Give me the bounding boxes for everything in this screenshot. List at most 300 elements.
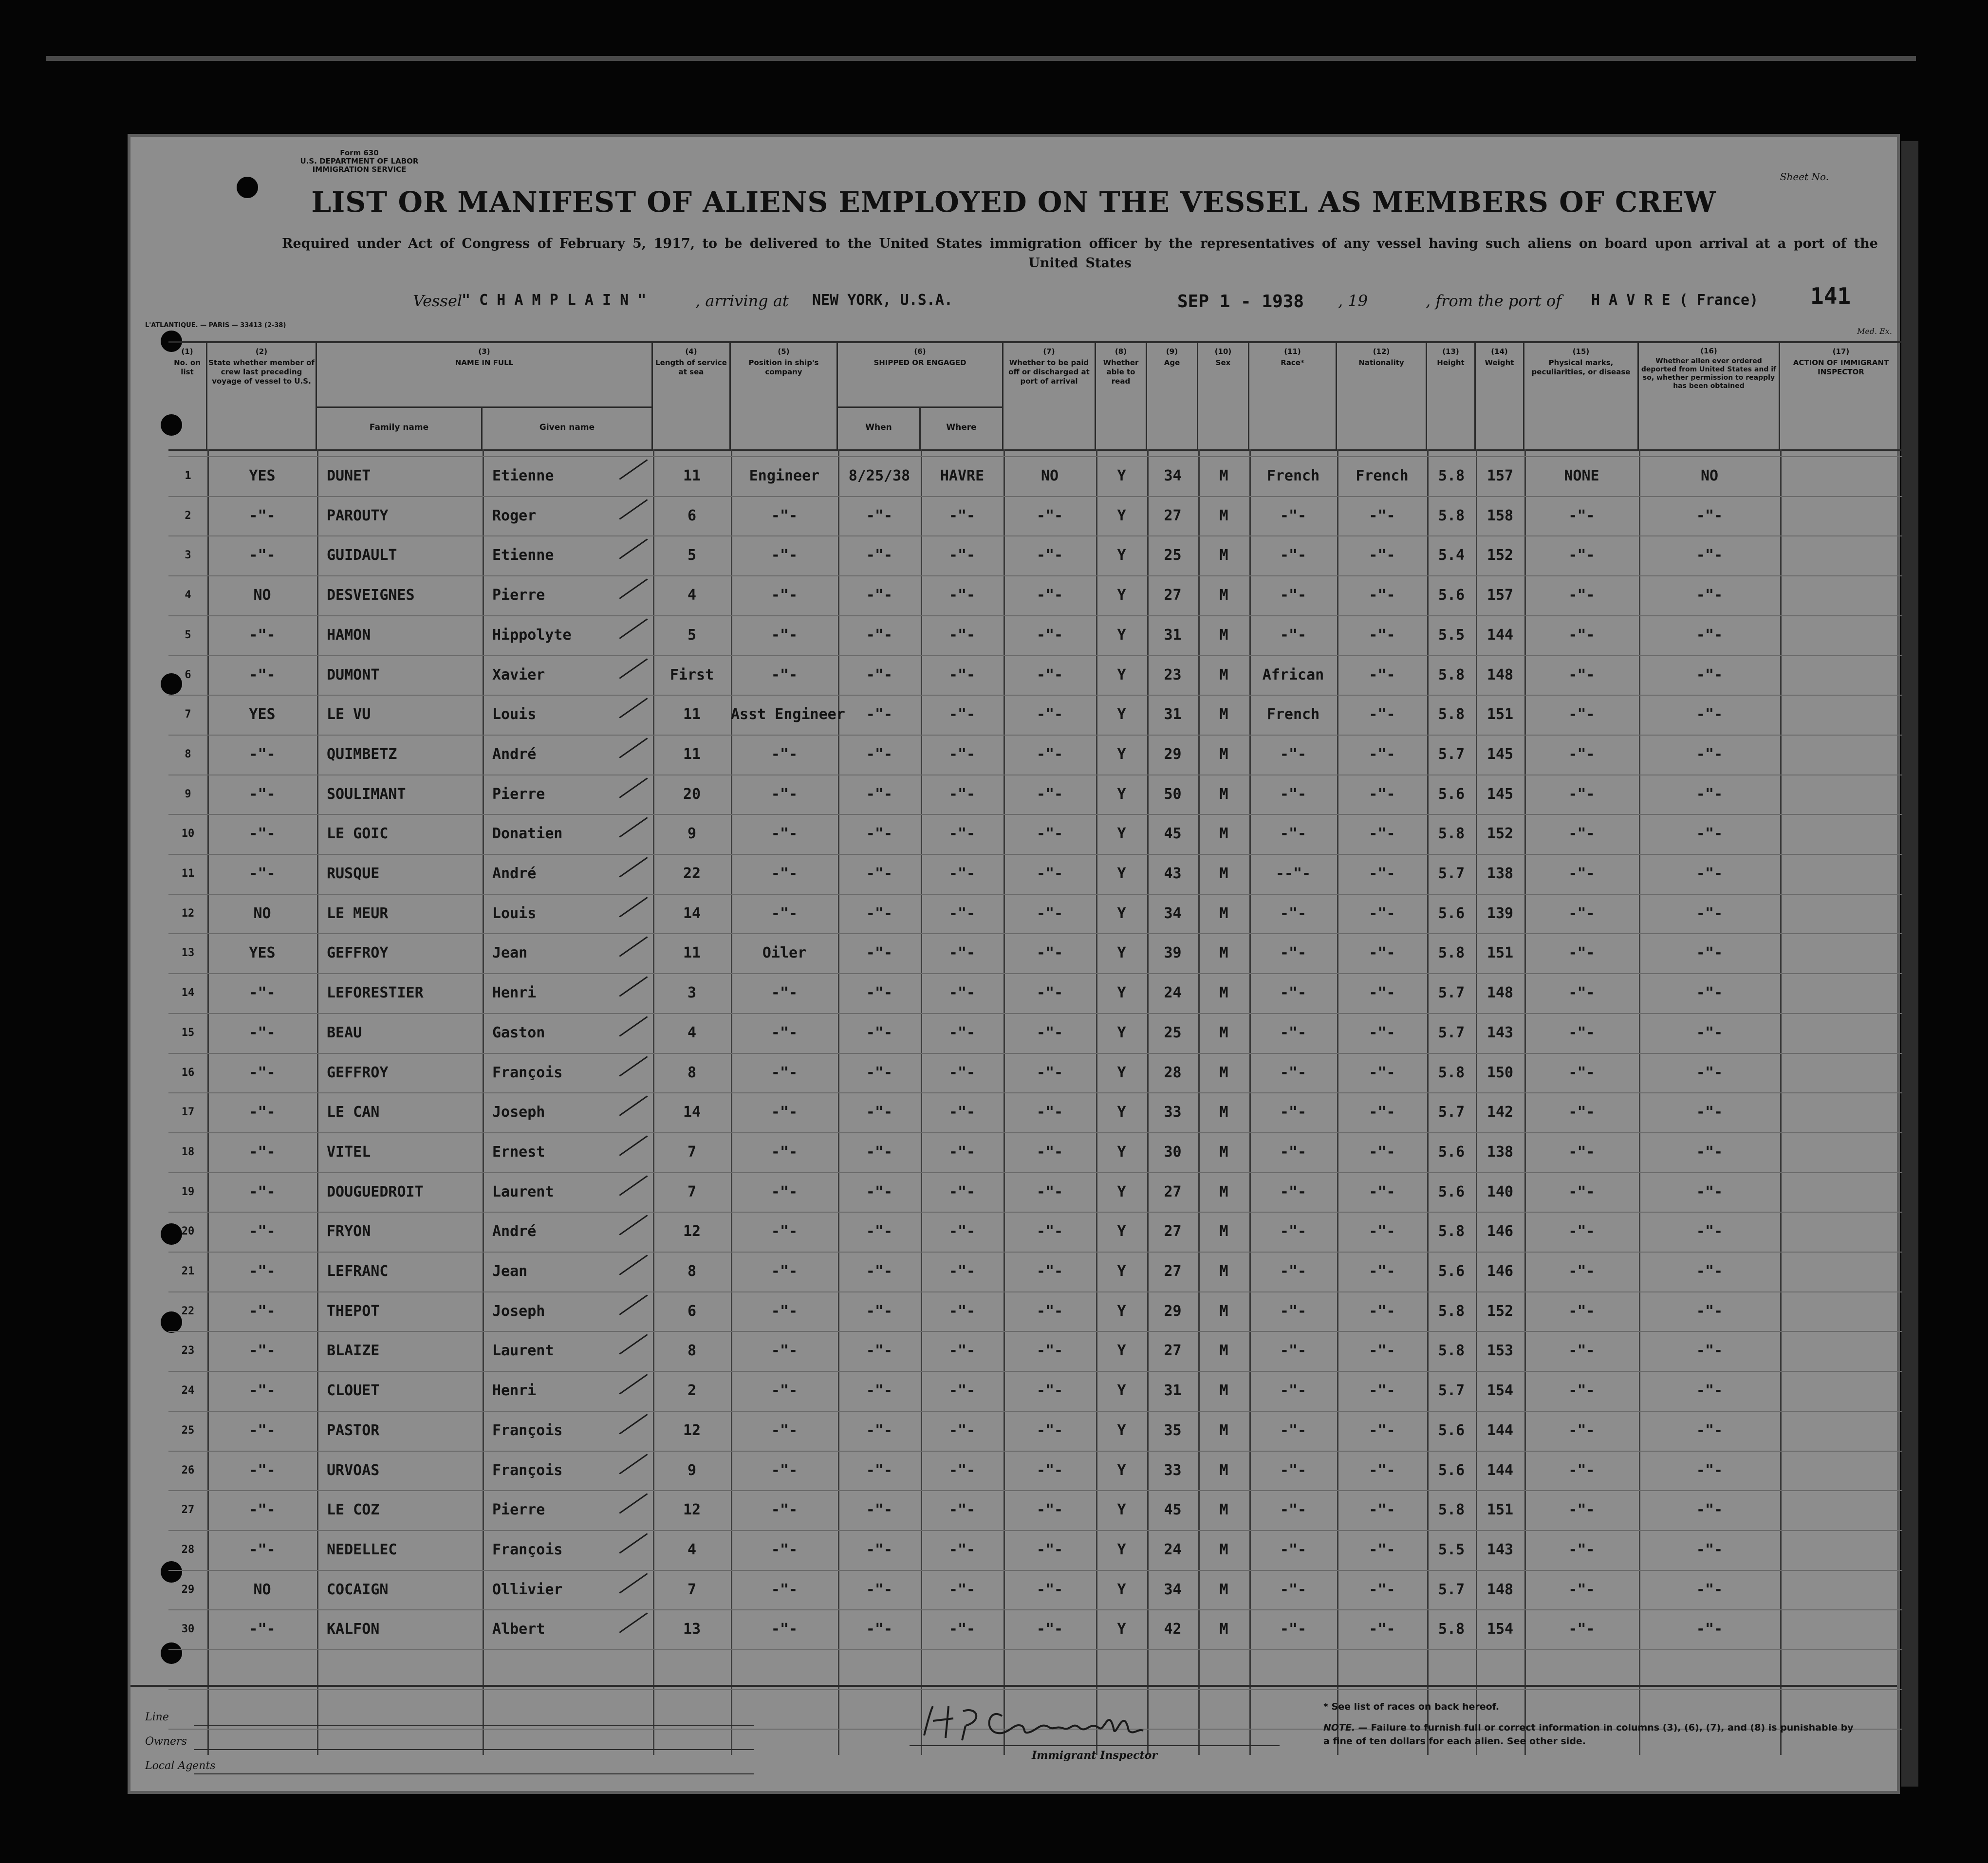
physical-marks-cell: -"-	[1568, 1501, 1595, 1518]
ship-position-cell: -"-	[771, 1064, 798, 1081]
paid-off-cell: -"-	[1036, 1501, 1063, 1518]
paid-off-cell: -"-	[1036, 865, 1063, 882]
given-name-cell: François	[492, 1422, 563, 1439]
shipped-when-cell: -"-	[866, 547, 893, 564]
given-name-cell: Pierre	[492, 587, 545, 604]
col-label: Whether able to read	[1103, 358, 1139, 386]
inspector-signature	[910, 1701, 1280, 1745]
deported-status-cell: -"-	[1696, 825, 1723, 842]
shipped-when-cell: -"-	[866, 587, 893, 604]
nationality-cell: -"-	[1369, 1303, 1395, 1320]
age-cell: 28	[1164, 1064, 1182, 1081]
previous-voyage-cell: -"-	[249, 984, 276, 1001]
previous-voyage-cell: YES	[249, 706, 276, 723]
able-to-read-cell: Y	[1117, 1064, 1126, 1081]
ship-position-cell: -"-	[771, 587, 798, 604]
table-row	[168, 1291, 1902, 1331]
ship-position-cell: -"-	[771, 1501, 798, 1518]
paid-off-cell: -"-	[1036, 587, 1063, 604]
given-name-cell: André	[492, 746, 537, 763]
family-name-cell: DOUGUEDROIT	[327, 1183, 424, 1200]
able-to-read-cell: Y	[1117, 1024, 1126, 1041]
race-cell: -"-	[1280, 1183, 1307, 1200]
nationality-cell: -"-	[1369, 905, 1395, 922]
given-name-cell: Jean	[492, 944, 528, 961]
race-cell: -"-	[1280, 1104, 1307, 1121]
able-to-read-cell: Y	[1117, 507, 1126, 524]
given-name-cell: Louis	[492, 905, 537, 922]
service-length-cell: 8	[687, 1263, 697, 1280]
previous-voyage-cell: -"-	[249, 1263, 276, 1280]
able-to-read-cell: Y	[1117, 905, 1126, 922]
shipped-when-cell: -"-	[866, 984, 893, 1001]
shipped-where-cell: -"-	[948, 905, 976, 922]
sex-cell: M	[1219, 1541, 1228, 1558]
family-name-cell: BEAU	[327, 1024, 362, 1041]
shipped-when-cell: -"-	[866, 825, 893, 842]
previous-voyage-cell: -"-	[249, 1342, 276, 1359]
sex-cell: M	[1219, 1263, 1228, 1280]
deported-status-cell: -"-	[1696, 1581, 1723, 1598]
physical-marks-cell: -"-	[1568, 666, 1595, 683]
col-number: (5)	[778, 347, 790, 356]
shipped-where-cell: -"-	[948, 825, 976, 842]
weight-cell: 151	[1486, 706, 1514, 723]
service-length-cell: 13	[683, 1621, 701, 1638]
given-name-cell: Etienne	[492, 547, 554, 564]
given-name-cell: Henri	[492, 1382, 537, 1399]
paid-off-cell: -"-	[1036, 825, 1063, 842]
table-row	[168, 814, 1902, 854]
age-cell: 31	[1164, 1382, 1182, 1399]
physical-marks-cell: -"-	[1568, 944, 1595, 961]
weight-cell: 138	[1486, 1144, 1514, 1161]
shipped-where-cell: -"-	[948, 1024, 976, 1041]
service-length-cell: 4	[687, 1541, 697, 1558]
sex-cell: M	[1219, 706, 1228, 723]
age-cell: 27	[1164, 1223, 1182, 1240]
sex-cell: M	[1219, 905, 1228, 922]
nationality-cell: -"-	[1369, 1263, 1395, 1280]
table-row	[168, 1609, 1902, 1649]
table-row	[168, 933, 1902, 973]
table-row	[168, 1053, 1902, 1093]
race-cell: -"-	[1280, 507, 1307, 524]
deported-status-cell: -"-	[1696, 507, 1723, 524]
col-number: (2)	[255, 347, 268, 356]
previous-voyage-cell: -"-	[249, 1104, 276, 1121]
age-cell: 31	[1164, 706, 1182, 723]
family-name-cell: PASTOR	[327, 1422, 380, 1439]
weight-cell: 153	[1486, 1342, 1514, 1359]
col-header-race	[1249, 343, 1337, 449]
previous-voyage-cell: -"-	[249, 1144, 276, 1161]
shipped-where-cell: -"-	[948, 1382, 976, 1399]
previous-voyage-cell: -"-	[249, 1183, 276, 1200]
paid-off-cell: -"-	[1036, 1382, 1063, 1399]
col-header-previous-voyage	[207, 343, 317, 449]
given-name-cell: François	[492, 1064, 563, 1081]
department-name: U.S. DEPARTMENT OF LABOR	[300, 157, 419, 166]
line-number-cell: 20	[181, 1225, 195, 1237]
race-cell: -"-	[1280, 786, 1307, 803]
deported-status-cell: -"-	[1696, 547, 1723, 564]
service-length-cell: 4	[687, 1024, 697, 1041]
col-number: (7)	[1043, 347, 1055, 356]
table-row	[168, 615, 1902, 655]
physical-marks-cell: -"-	[1568, 627, 1595, 644]
age-cell: 25	[1164, 1024, 1182, 1041]
weight-cell: 142	[1486, 1104, 1514, 1121]
row-rule	[168, 1649, 1902, 1650]
race-cell: -"-	[1280, 1064, 1307, 1081]
service-length-cell: 9	[687, 825, 697, 842]
able-to-read-cell: Y	[1117, 1144, 1126, 1161]
line-number-cell: 6	[185, 669, 191, 681]
service-length-cell: 7	[687, 1144, 697, 1161]
nationality-cell: -"-	[1369, 1104, 1395, 1121]
paid-off-cell: -"-	[1036, 1024, 1063, 1041]
physical-marks-cell: -"-	[1568, 1541, 1595, 1558]
age-cell: 27	[1164, 1263, 1182, 1280]
able-to-read-cell: Y	[1117, 1183, 1126, 1200]
deported-status-cell: -"-	[1696, 627, 1723, 644]
shipped-where-cell: -"-	[948, 1263, 976, 1280]
nationality-cell: -"-	[1369, 1541, 1395, 1558]
paid-off-cell: -"-	[1036, 1144, 1063, 1161]
shipped-when-cell: 8/25/38	[848, 467, 910, 484]
age-cell: 34	[1164, 905, 1182, 922]
col-number: (13)	[1442, 347, 1459, 356]
service-length-cell: 7	[687, 1581, 697, 1598]
ship-position-cell: -"-	[771, 1541, 798, 1558]
previous-voyage-cell: -"-	[249, 666, 276, 683]
sex-cell: M	[1219, 587, 1228, 604]
nationality-cell: -"-	[1369, 1064, 1395, 1081]
height-cell: 5.8	[1438, 706, 1465, 723]
col-header-height	[1427, 343, 1476, 449]
races-note: * See list of races on back hereof.	[1323, 1701, 1500, 1712]
shipped-when-cell: -"-	[866, 786, 893, 803]
sex-cell: M	[1219, 547, 1228, 564]
height-cell: 5.8	[1438, 1621, 1465, 1638]
header-divider	[168, 449, 1902, 451]
deported-status-cell: NO	[1700, 467, 1719, 484]
shipped-where-cell: -"-	[948, 507, 976, 524]
shipped-where-cell: -"-	[948, 1223, 976, 1240]
ship-position-cell: -"-	[771, 666, 798, 683]
subhead-where: Where	[921, 406, 1003, 449]
nationality-cell: -"-	[1369, 507, 1395, 524]
age-cell: 23	[1164, 666, 1182, 683]
form-number-block	[291, 149, 427, 174]
page-edge-shadow	[1901, 141, 1918, 1787]
physical-marks-cell: -"-	[1568, 1104, 1595, 1121]
deported-status-cell: -"-	[1696, 1303, 1723, 1320]
family-name-cell: LE CAN	[327, 1104, 380, 1121]
physical-marks-cell: -"-	[1568, 706, 1595, 723]
paid-off-cell: -"-	[1036, 786, 1063, 803]
paid-off-cell: -"-	[1036, 1462, 1063, 1479]
line-number-cell: 1	[185, 470, 191, 482]
shipped-where-cell: -"-	[948, 786, 976, 803]
race-cell: -"-	[1280, 1621, 1307, 1638]
weight-cell: 143	[1486, 1541, 1514, 1558]
given-name-cell: André	[492, 1223, 537, 1240]
nationality-cell: -"-	[1369, 706, 1395, 723]
weight-cell: 140	[1486, 1183, 1514, 1200]
line-number-cell: 7	[185, 708, 191, 720]
col-header-inspector-action	[1780, 343, 1902, 449]
physical-marks-cell: -"-	[1568, 1382, 1595, 1399]
owners-rule	[194, 1749, 754, 1750]
family-name-cell: GEFFROY	[327, 944, 389, 961]
sex-cell: M	[1219, 944, 1228, 961]
nationality-cell: -"-	[1369, 1621, 1395, 1638]
height-cell: 5.8	[1438, 1501, 1465, 1518]
race-cell: -"-	[1280, 1382, 1307, 1399]
nationality-cell: -"-	[1369, 547, 1395, 564]
nationality-cell: -"-	[1369, 984, 1395, 1001]
line-number-cell: 9	[185, 788, 191, 800]
weight-cell: 148	[1486, 666, 1514, 683]
col-header-service	[653, 343, 731, 449]
weight-cell: 148	[1486, 984, 1514, 1001]
previous-voyage-cell: -"-	[249, 1024, 276, 1041]
previous-voyage-cell: -"-	[249, 1422, 276, 1439]
col-number: (6)	[914, 347, 926, 356]
crew-manifest-table	[168, 341, 1902, 1755]
col-label: Whether alien ever ordered deported from United States and if so, whether permission to reapply has been obtained	[1641, 357, 1777, 390]
paid-off-cell: -"-	[1036, 1064, 1063, 1081]
table-row	[168, 1092, 1902, 1132]
shipped-where-cell: -"-	[948, 1342, 976, 1359]
given-name-cell: Laurent	[492, 1342, 554, 1359]
given-name-cell: Roger	[492, 507, 537, 524]
given-name-cell: Donatien	[492, 825, 563, 842]
shipped-where-cell: -"-	[948, 1144, 976, 1161]
subhead-family-name: Family name	[317, 406, 483, 449]
height-cell: 5.5	[1438, 627, 1465, 644]
col-header-sex	[1198, 343, 1249, 449]
given-name-cell: Xavier	[492, 666, 545, 683]
able-to-read-cell: Y	[1117, 944, 1126, 961]
ship-position-cell: -"-	[771, 825, 798, 842]
ship-position-cell: -"-	[771, 1382, 798, 1399]
manifest-header	[130, 137, 1897, 341]
table-row	[168, 655, 1902, 695]
physical-marks-cell: -"-	[1568, 1342, 1595, 1359]
shipped-where-cell: -"-	[948, 1621, 976, 1638]
col-header-paid-off	[1003, 343, 1096, 449]
able-to-read-cell: Y	[1117, 865, 1126, 882]
scanner-edge-line	[46, 56, 1916, 61]
weight-cell: 143	[1486, 1024, 1514, 1041]
line-number-cell: 15	[181, 1027, 195, 1039]
family-name-cell: LE MEUR	[327, 905, 389, 922]
age-cell: 34	[1164, 467, 1182, 484]
shipped-when-cell: -"-	[866, 1223, 893, 1240]
deported-status-cell: -"-	[1696, 1223, 1723, 1240]
age-cell: 27	[1164, 1342, 1182, 1359]
line-number-cell: 21	[181, 1265, 195, 1277]
shipped-where-cell: -"-	[948, 1303, 976, 1320]
race-cell: -"-	[1280, 1303, 1307, 1320]
sex-cell: M	[1219, 1223, 1228, 1240]
document-title: LIST OR MANIFEST OF ALIENS EMPLOYED ON THE VESSEL AS MEMBERS OF CREW	[311, 185, 1716, 219]
able-to-read-cell: Y	[1117, 746, 1126, 763]
nationality-cell: -"-	[1369, 587, 1395, 604]
col-label: NAME IN FULL	[455, 358, 514, 367]
ship-position-cell: -"-	[771, 627, 798, 644]
family-name-cell: RUSQUE	[327, 865, 380, 882]
physical-marks-cell: -"-	[1568, 1581, 1595, 1598]
shipped-when-cell: -"-	[866, 1064, 893, 1081]
col-number: (14)	[1491, 347, 1508, 356]
ship-position-cell: -"-	[771, 1342, 798, 1359]
family-name-cell: DESVEIGNES	[327, 587, 415, 604]
table-row	[168, 1570, 1902, 1610]
sex-cell: M	[1219, 467, 1228, 484]
physical-marks-cell: -"-	[1568, 507, 1595, 524]
shipped-when-cell: -"-	[866, 706, 893, 723]
weight-cell: 145	[1486, 746, 1514, 763]
col-number: (4)	[685, 347, 697, 356]
table-row	[168, 775, 1902, 814]
line-number-cell: 25	[181, 1424, 195, 1437]
race-cell: -"-	[1280, 1422, 1307, 1439]
col-number: (12)	[1373, 347, 1390, 356]
height-cell: 5.6	[1438, 1422, 1465, 1439]
able-to-read-cell: Y	[1117, 1541, 1126, 1558]
paid-off-cell: -"-	[1036, 1263, 1063, 1280]
nationality-cell: -"-	[1369, 666, 1395, 683]
able-to-read-cell: Y	[1117, 467, 1126, 484]
physical-marks-cell: -"-	[1568, 1223, 1595, 1240]
paid-off-cell: -"-	[1036, 1342, 1063, 1359]
able-to-read-cell: Y	[1117, 1263, 1126, 1280]
nationality-cell: -"-	[1369, 1501, 1395, 1518]
service-length-cell: 4	[687, 587, 697, 604]
ship-position-cell: Asst Engineer	[731, 706, 845, 723]
service-length-cell: First	[669, 666, 714, 683]
service-length-cell: 11	[683, 467, 701, 484]
ship-position-cell: -"-	[771, 547, 798, 564]
service-length-cell: 12	[683, 1501, 701, 1518]
ship-position-cell: -"-	[771, 1144, 798, 1161]
shipped-where-cell: -"-	[948, 1581, 976, 1598]
shipped-when-cell: -"-	[866, 1263, 893, 1280]
deported-status-cell: -"-	[1696, 1462, 1723, 1479]
race-cell: -"-	[1280, 984, 1307, 1001]
family-name-cell: THEPOT	[327, 1303, 380, 1320]
col-header-no	[168, 343, 207, 449]
shipped-where-cell: -"-	[948, 627, 976, 644]
weight-cell: 151	[1486, 1501, 1514, 1518]
family-name-cell: URVOAS	[327, 1462, 380, 1479]
height-cell: 5.6	[1438, 1263, 1465, 1280]
line-number-cell: 8	[185, 748, 191, 760]
service-length-cell: 11	[683, 944, 701, 961]
note-label: NOTE. —	[1323, 1722, 1368, 1733]
able-to-read-cell: Y	[1117, 1303, 1126, 1320]
col-label: Nationality	[1358, 358, 1404, 367]
ship-position-cell: -"-	[771, 1263, 798, 1280]
previous-voyage-cell: -"-	[249, 507, 276, 524]
service-length-cell: 5	[687, 627, 697, 644]
deported-status-cell: -"-	[1696, 666, 1723, 683]
deported-status-cell: -"-	[1696, 865, 1723, 882]
shipped-when-cell: -"-	[866, 1183, 893, 1200]
ship-position-cell: -"-	[771, 865, 798, 882]
ship-position-cell: -"-	[771, 905, 798, 922]
nationality-cell: -"-	[1369, 746, 1395, 763]
family-name-cell: HAMON	[327, 627, 371, 644]
col-label: Weight	[1485, 358, 1514, 367]
col-label: Whether to be paid off or discharged at port of arrival	[1008, 358, 1090, 386]
deported-status-cell: -"-	[1696, 905, 1723, 922]
physical-marks-cell: -"-	[1568, 1263, 1595, 1280]
line-number-cell: 16	[181, 1067, 195, 1079]
physical-marks-cell: -"-	[1568, 825, 1595, 842]
shipped-when-cell: -"-	[866, 1303, 893, 1320]
arriving-port: NEW YORK, U.S.A.	[812, 292, 953, 309]
race-cell: French	[1266, 706, 1320, 723]
given-name-cell: Ollivier	[492, 1581, 563, 1598]
table-row	[168, 1411, 1902, 1451]
service-length-cell: 12	[683, 1422, 701, 1439]
local-agents-rule	[194, 1773, 754, 1774]
family-name-cell: GEFFROY	[327, 1064, 389, 1081]
ship-position-cell: -"-	[771, 507, 798, 524]
col-label: State whether member of crew last preceding voyage of vessel to U.S.	[208, 358, 315, 386]
deported-status-cell: -"-	[1696, 1024, 1723, 1041]
height-cell: 5.8	[1438, 1303, 1465, 1320]
able-to-read-cell: Y	[1117, 1104, 1126, 1121]
given-name-cell: Joseph	[492, 1104, 545, 1121]
height-cell: 5.8	[1438, 1342, 1465, 1359]
physical-marks-cell: -"-	[1568, 905, 1595, 922]
able-to-read-cell: Y	[1117, 1342, 1126, 1359]
col-number: (1)	[181, 347, 193, 356]
given-name-cell: François	[492, 1541, 563, 1558]
given-name-cell: Jean	[492, 1263, 528, 1280]
line-number-cell: 10	[181, 828, 195, 840]
shipped-when-cell: -"-	[866, 865, 893, 882]
sex-cell: M	[1219, 1382, 1228, 1399]
shipped-where-cell: -"-	[948, 1541, 976, 1558]
family-name-cell: FRYON	[327, 1223, 371, 1240]
deported-status-cell: -"-	[1696, 706, 1723, 723]
service-length-cell: 6	[687, 507, 697, 524]
sex-cell: M	[1219, 1342, 1228, 1359]
shipped-where-cell: -"-	[948, 1104, 976, 1121]
table-row	[168, 1331, 1902, 1371]
table-row	[168, 575, 1902, 615]
deported-status-cell: -"-	[1696, 944, 1723, 961]
race-cell: -"-	[1280, 1223, 1307, 1240]
weight-cell: 144	[1486, 1422, 1514, 1439]
race-cell: -"-	[1280, 1024, 1307, 1041]
shipped-where-cell: -"-	[948, 1462, 976, 1479]
given-name-cell: Joseph	[492, 1303, 545, 1320]
previous-voyage-cell: NO	[253, 1581, 271, 1598]
service-length-cell: 7	[687, 1183, 697, 1200]
paid-off-cell: -"-	[1036, 507, 1063, 524]
shipped-when-cell: -"-	[866, 1462, 893, 1479]
service-length-cell: 11	[683, 746, 701, 763]
height-cell: 5.6	[1438, 786, 1465, 803]
